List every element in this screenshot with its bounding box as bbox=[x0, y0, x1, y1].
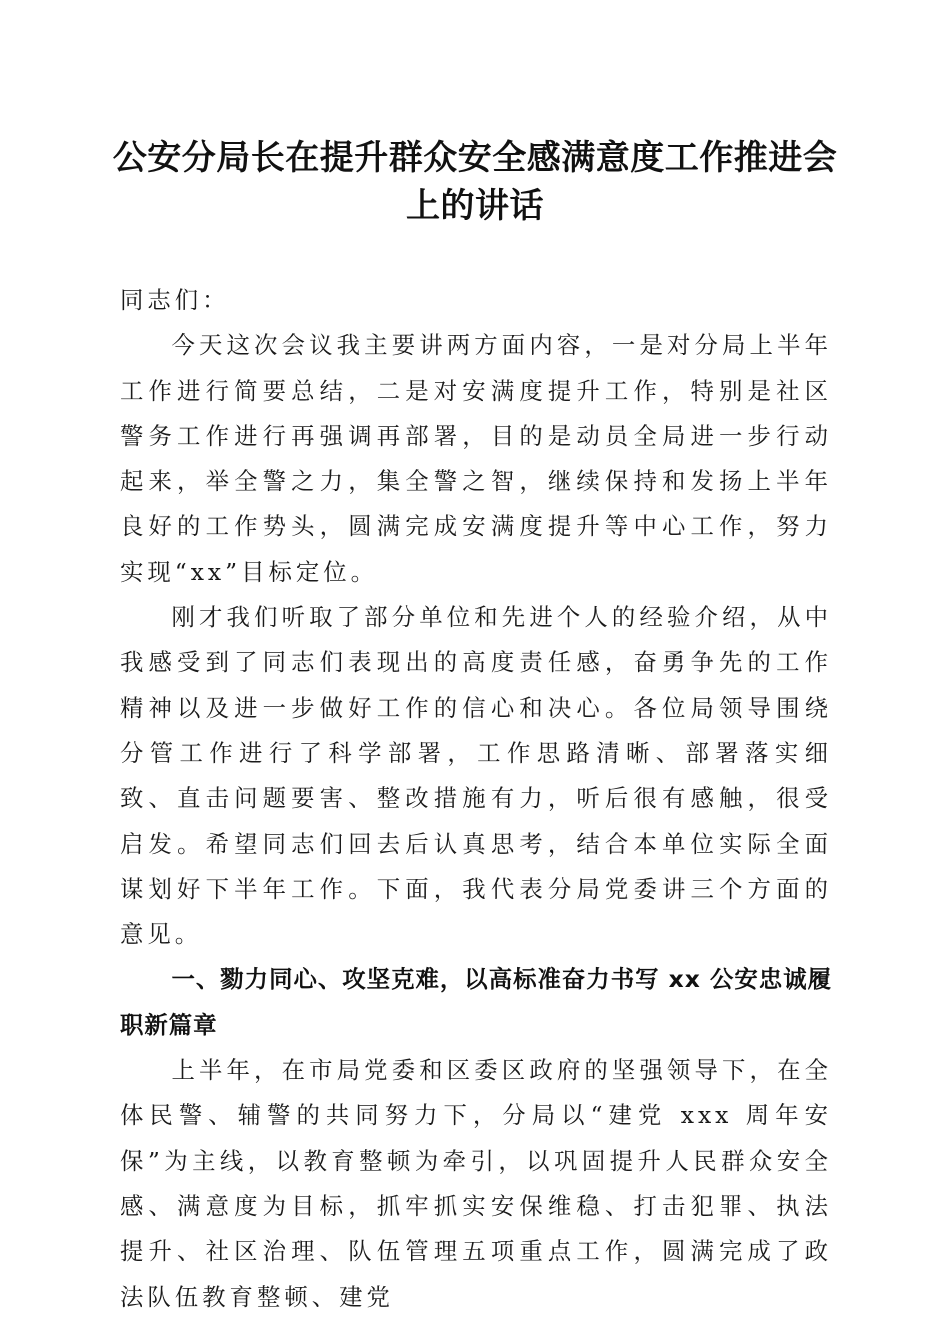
document-title: 公安分局长在提升群众安全感满意度工作推进会上的讲话 bbox=[112, 138, 838, 226]
paragraph-section-1: 上半年，在市局党委和区委区政府的坚强领导下，在全体民警、辅警的共同努力下，分局以“建党 xxx 周年安保”为主线，以教育整顿为牵引，以巩固提升人民群众安全感、满意度为目标，抓牢抓实安保维稳、打击犯罪、执法提升、社区治理、队伍管理五项重点工作，圆满完成了政法队伍教育整顿、建党 bbox=[120, 1056, 832, 1311]
document-body bbox=[120, 278, 832, 1320]
paragraph-intro: 今天这次会议我主要讲两方面内容，一是对分局上半年工作进行简要总结，二是对安满度提升工作，特别是社区警务工作进行再强调再部署，目的是动员全局进一步行动起来，举全警之力，集全警之智，继续保持和发扬上半年良好的工作势头，圆满完成安满度提升等中心工作，努力实现“xx”目标定位。 bbox=[120, 331, 832, 586]
salutation: 同志们： bbox=[120, 286, 230, 314]
paragraph-experience: 刚才我们听取了部分单位和先进个人的经验介绍，从中我感受到了同志们表现出的高度责任感，奋勇争先的工作精神以及进一步做好工作的信心和决心。各位局领导围绕分管工作进行了科学部署，工作思路清晰、部署落实细致、直击问题要害、整改措施有力，听后很有感触，很受启发。希望同志们回去后认真思考，结合本单位实际全面谋划好下半年工作。下面，我代表分局党委讲三个方面的意见。 bbox=[120, 603, 832, 949]
section-heading-1: 一、勠力同心、攻坚克难，以高标准奋力书写 xx 公安忠诚履职新篇章 bbox=[120, 965, 832, 1039]
